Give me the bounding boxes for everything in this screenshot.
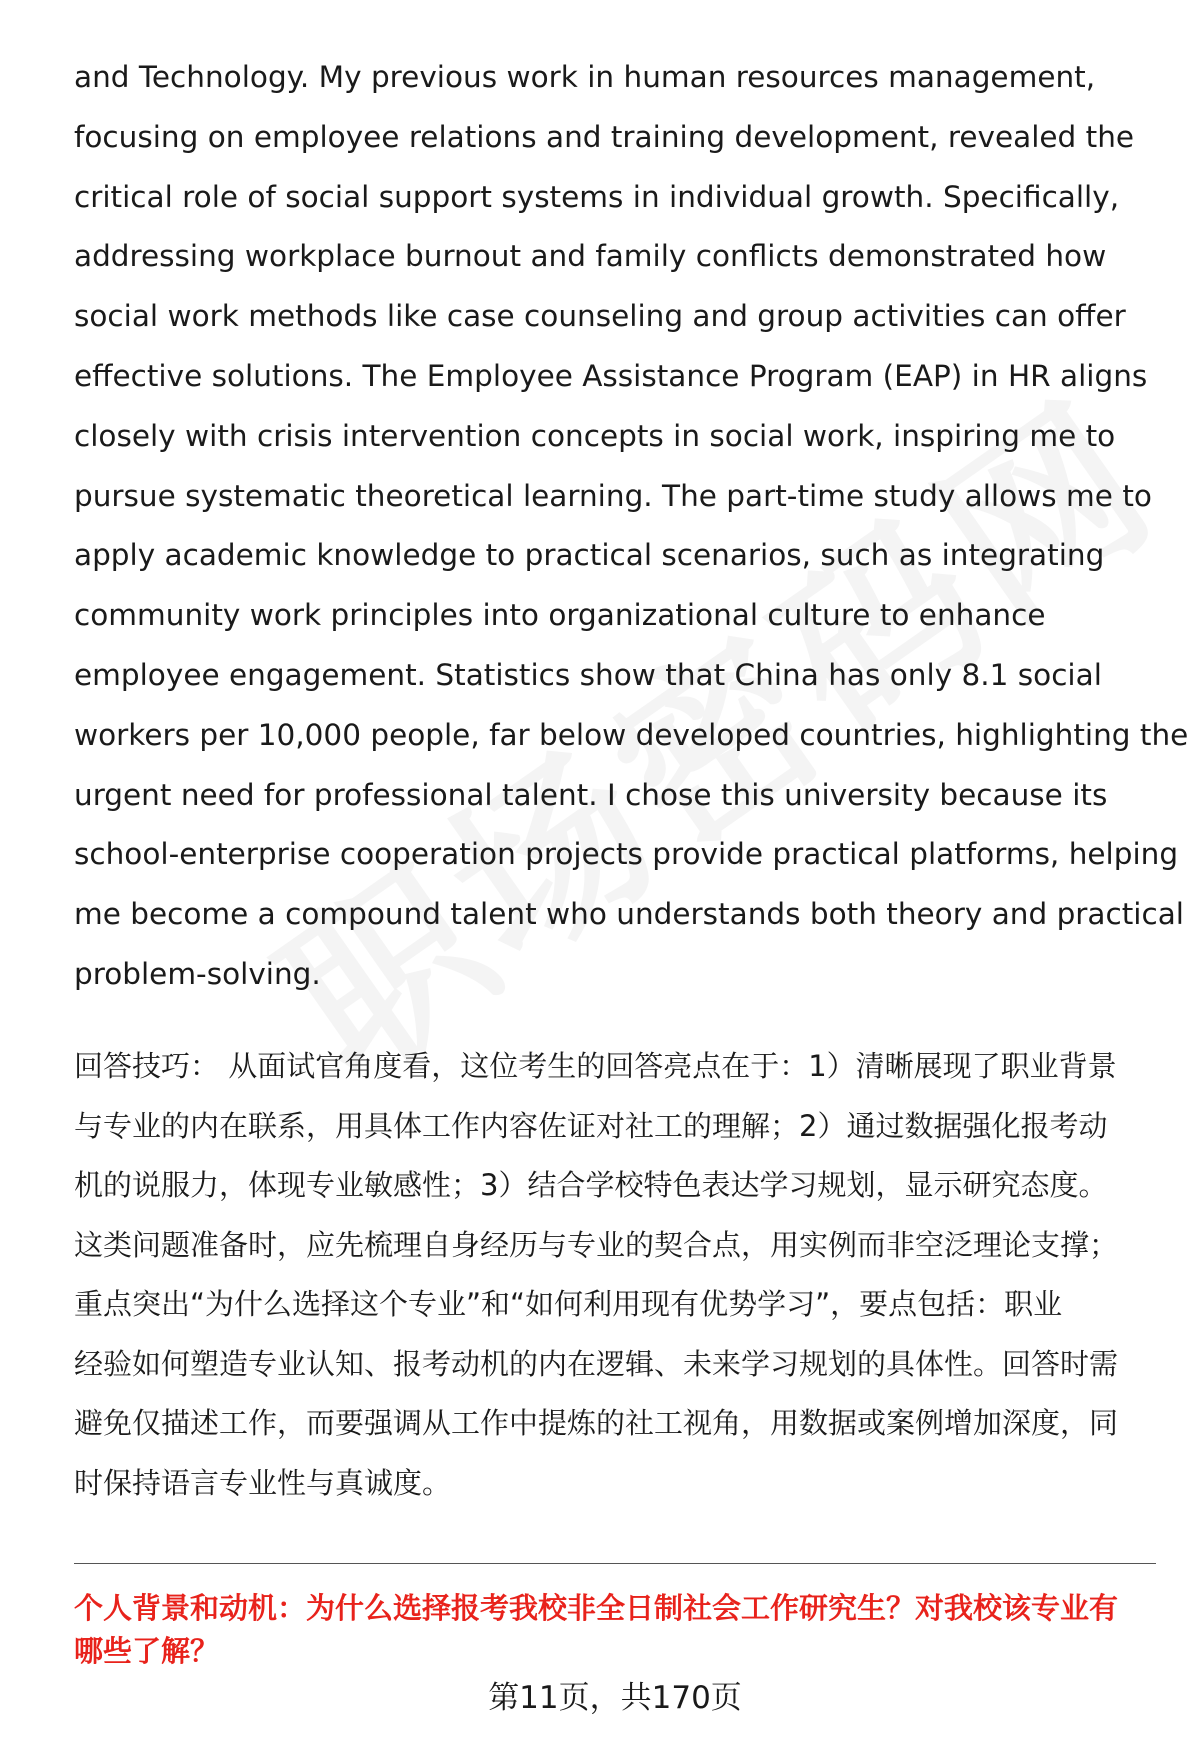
tips-line: 机的说服力，体现专业敏感性；3）结合学校特色表达学习规划，显示研究态度。 (74, 1168, 1108, 1202)
answer-line: workers per 10,000 people, far below developed countries, highlighting the (74, 717, 1189, 752)
answer-line: effective solutions. The Employee Assistance Program (EAP) in HR aligns (74, 358, 1148, 393)
answer-line: and Technology. My previous work in human resources management, (74, 60, 1096, 94)
answer-line: employee engagement. Statistics show that China has only 8.1 social (74, 657, 1102, 692)
tips-line: 与专业的内在联系，用具体工作内容佐证对社工的理解；2）通过数据强化报考动 (74, 1108, 1108, 1143)
answer-line: me become a compound talent who understands both theory and practical (74, 897, 1184, 932)
answer-paragraph (74, 48, 1189, 1005)
answer-line: apply academic knowledge to practical scenarios, such as integrating (74, 538, 1105, 573)
section-divider (74, 1563, 1156, 1564)
answer-line: urgent need for professional talent. I chose this university because its (74, 777, 1108, 812)
answer-line: community work principles into organizational culture to enhance (74, 598, 1046, 633)
answer-line: social work methods like case counseling and group activities can offer (74, 299, 1126, 334)
tips-line: 避免仅描述工作，而要强调从工作中提炼的社工视角，用数据或案例增加深度，同 (74, 1406, 1119, 1440)
question-heading (74, 1587, 1164, 1673)
answer-line: problem-solving. (74, 956, 321, 991)
answer-line: focusing on employee relations and training development, revealed the (74, 119, 1135, 154)
tips-line: 时保持语言专业性与真诚度。 (74, 1465, 452, 1500)
tips-line: 这类问题准备时，应先梳理自身经历与专业的契合点，用实例而非空泛理论支撑； (74, 1227, 1119, 1262)
question-line: 个人背景和动机：为什么选择报考我校非全日制社会工作研究生？对我校该专业有 (74, 1591, 1119, 1625)
page-number-footer: 第11页，共170页 (488, 1680, 742, 1716)
answer-line: addressing workplace burnout and family conflicts demonstrated how (74, 239, 1107, 274)
answer-line: critical role of social support systems in individual growth. Specifically, (74, 179, 1120, 214)
answer-line: pursue systematic theoretical learning. The part-time study allows me to (74, 478, 1152, 513)
answer-line: school-enterprise cooperation projects provide practical platforms, helping (74, 837, 1179, 872)
tips-line: 重点突出“为什么选择这个专业”和“如何利用现有优势学习”，要点包括：职业 (74, 1287, 1063, 1321)
question-line: 哪些了解？ (74, 1634, 220, 1668)
tips-line: 回答技巧： 从面试官角度看，这位考生的回答亮点在于：1）清晰展现了职业背景 (74, 1049, 1117, 1083)
answer-tips-paragraph (74, 1037, 1154, 1513)
answer-line: closely with crisis intervention concepts in social work, inspiring me to (74, 418, 1116, 453)
tips-line: 经验如何塑造专业认知、报考动机的内在逻辑、未来学习规划的具体性。回答时需 (74, 1346, 1119, 1381)
